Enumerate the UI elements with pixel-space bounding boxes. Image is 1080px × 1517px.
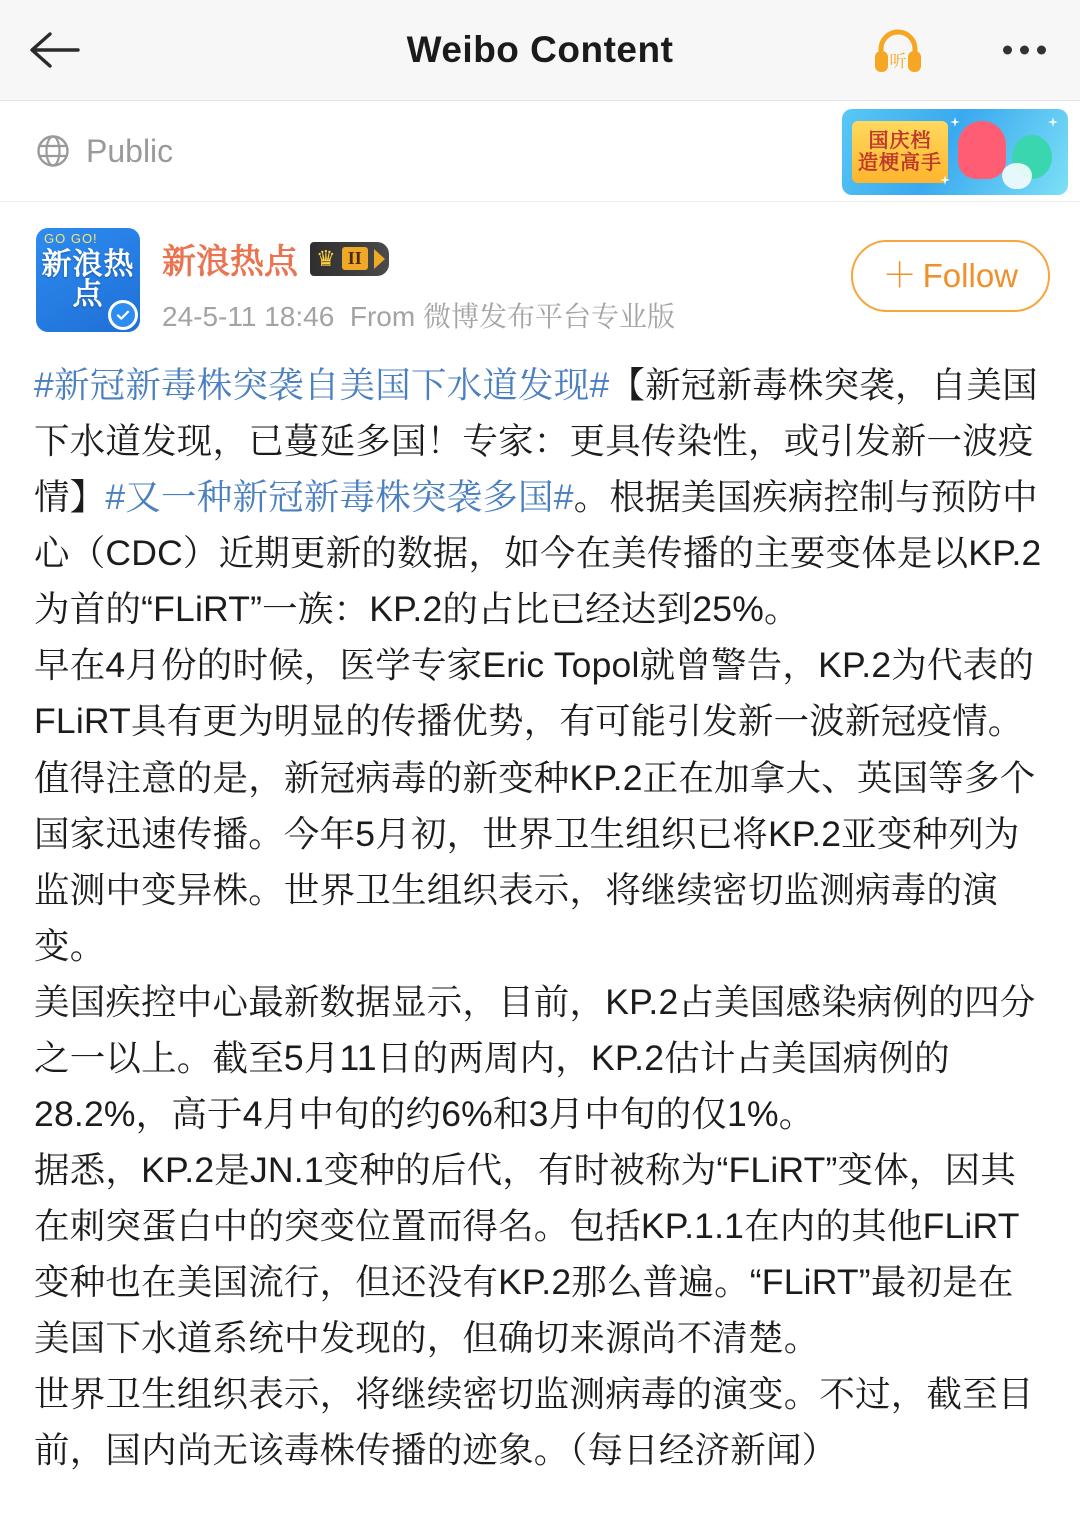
post-paragraph-1 <box>34 357 1046 637</box>
crown-icon: ♛ <box>316 245 336 271</box>
more-options-icon[interactable] <box>1003 46 1046 55</box>
follow-label: Follow <box>922 257 1018 294</box>
promo-mascot-red <box>958 121 1006 179</box>
post-paragraph-5: 据悉，KP.2是JN.1变种的后代，有时被称为“FLiRT”变体，因其在刺突蛋白中的突变位置而得名。包括KP.1.1在内的其他FLiRT变种也在美国流行，但还没有KP.2那么普遍。“FLiRT”最初是在美国下水道系统中发现的，但确切来源尚不清楚。 <box>34 1150 1020 1359</box>
svg-text:听: 听 <box>889 52 907 72</box>
hashtag-link-2[interactable]: #又一种新冠新毒株突袭多国# <box>105 477 574 518</box>
headphones-listen-icon[interactable] <box>868 20 928 80</box>
badge-arrow-icon <box>374 249 385 269</box>
more-dot <box>1020 46 1029 55</box>
back-arrow-icon[interactable] <box>26 22 82 78</box>
post-content <box>0 341 1080 1479</box>
sparkle-icon <box>950 117 960 127</box>
post-meta <box>162 295 851 335</box>
follow-button[interactable] <box>851 240 1050 312</box>
top-app-bar <box>0 0 1080 101</box>
promo-badge <box>852 121 948 183</box>
globe-icon <box>36 134 70 168</box>
author-header <box>0 202 1080 341</box>
visibility-label: Public <box>86 132 174 169</box>
post-paragraph-3: 值得注意的是，新冠病毒的新变种KP.2正在加拿大、英国等多个国家迅速传播。今年5月初，世界卫生组织已将KP.2亚变种列为监测中变异株。世界卫生组织表示，将继续密切监测病毒的演变。 <box>34 757 1036 966</box>
avatar[interactable] <box>36 228 140 332</box>
post-paragraph-6: 世界卫生组织表示，将继续密切监测病毒的演变。不过，截至目前，国内尚无该毒株传播的迹象。（每日经济新闻） <box>34 1374 1034 1471</box>
avatar-label: 新浪热点 <box>41 248 135 311</box>
sparkle-icon <box>1048 117 1058 127</box>
member-level-badge[interactable] <box>310 242 389 276</box>
promo-line-1: 国庆档 <box>868 129 932 152</box>
avatar-top-text: GO GO! <box>44 231 98 246</box>
more-dot <box>1003 46 1012 55</box>
verified-badge-icon <box>108 300 138 330</box>
promo-mascot-white <box>1002 163 1032 189</box>
author-name[interactable]: 新浪热点 <box>162 243 298 281</box>
post-paragraph-2: 早在4月份的时候，医学专家Eric Topol就曾警告，KP.2为代表的FLiRT具有更为明显的传播优势，有可能引发新一波新冠疫情。 <box>34 645 1035 742</box>
author-name-line <box>162 234 851 283</box>
promo-banner[interactable] <box>842 109 1068 195</box>
post-para-1-tail: 。根据美国疾病控制与预防中心（CDC）近期更新的数据，如今在美传播的主要变体是以KP.2为首的“FLiRT”一族：KP.2的占比已经达到25%。 <box>34 477 1042 630</box>
post-timestamp: 24-5-11 18:46 <box>162 301 335 332</box>
more-dot <box>1037 46 1046 55</box>
promo-line-2: 造梗高手 <box>858 152 942 174</box>
source-prefix: From <box>349 301 416 332</box>
level-number: II <box>342 247 368 270</box>
plus-icon: ＋ <box>882 257 917 295</box>
post-paragraph-4: 美国疾控中心最新数据显示，目前，KP.2占美国感染病例的四分之一以上。截至5月11日的两周内，KP.2估计占美国病例的28.2%，高于4月中旬的约6%和3月中旬的仅1%。 <box>34 981 1036 1135</box>
visibility-row[interactable] <box>0 101 1080 202</box>
hashtag-link-1[interactable]: #新冠新毒株突袭自美国下水道发现# <box>34 365 610 405</box>
post-headline: 【新冠新毒株突袭，自美国下水道发现，已蔓延多国！专家：更具传染性，或引发新一波疫情】 <box>34 365 1038 518</box>
page-title: Weibo Content <box>406 29 674 70</box>
post-source[interactable]: 微博发布平台专业版 <box>422 301 675 332</box>
author-meta <box>162 228 851 335</box>
